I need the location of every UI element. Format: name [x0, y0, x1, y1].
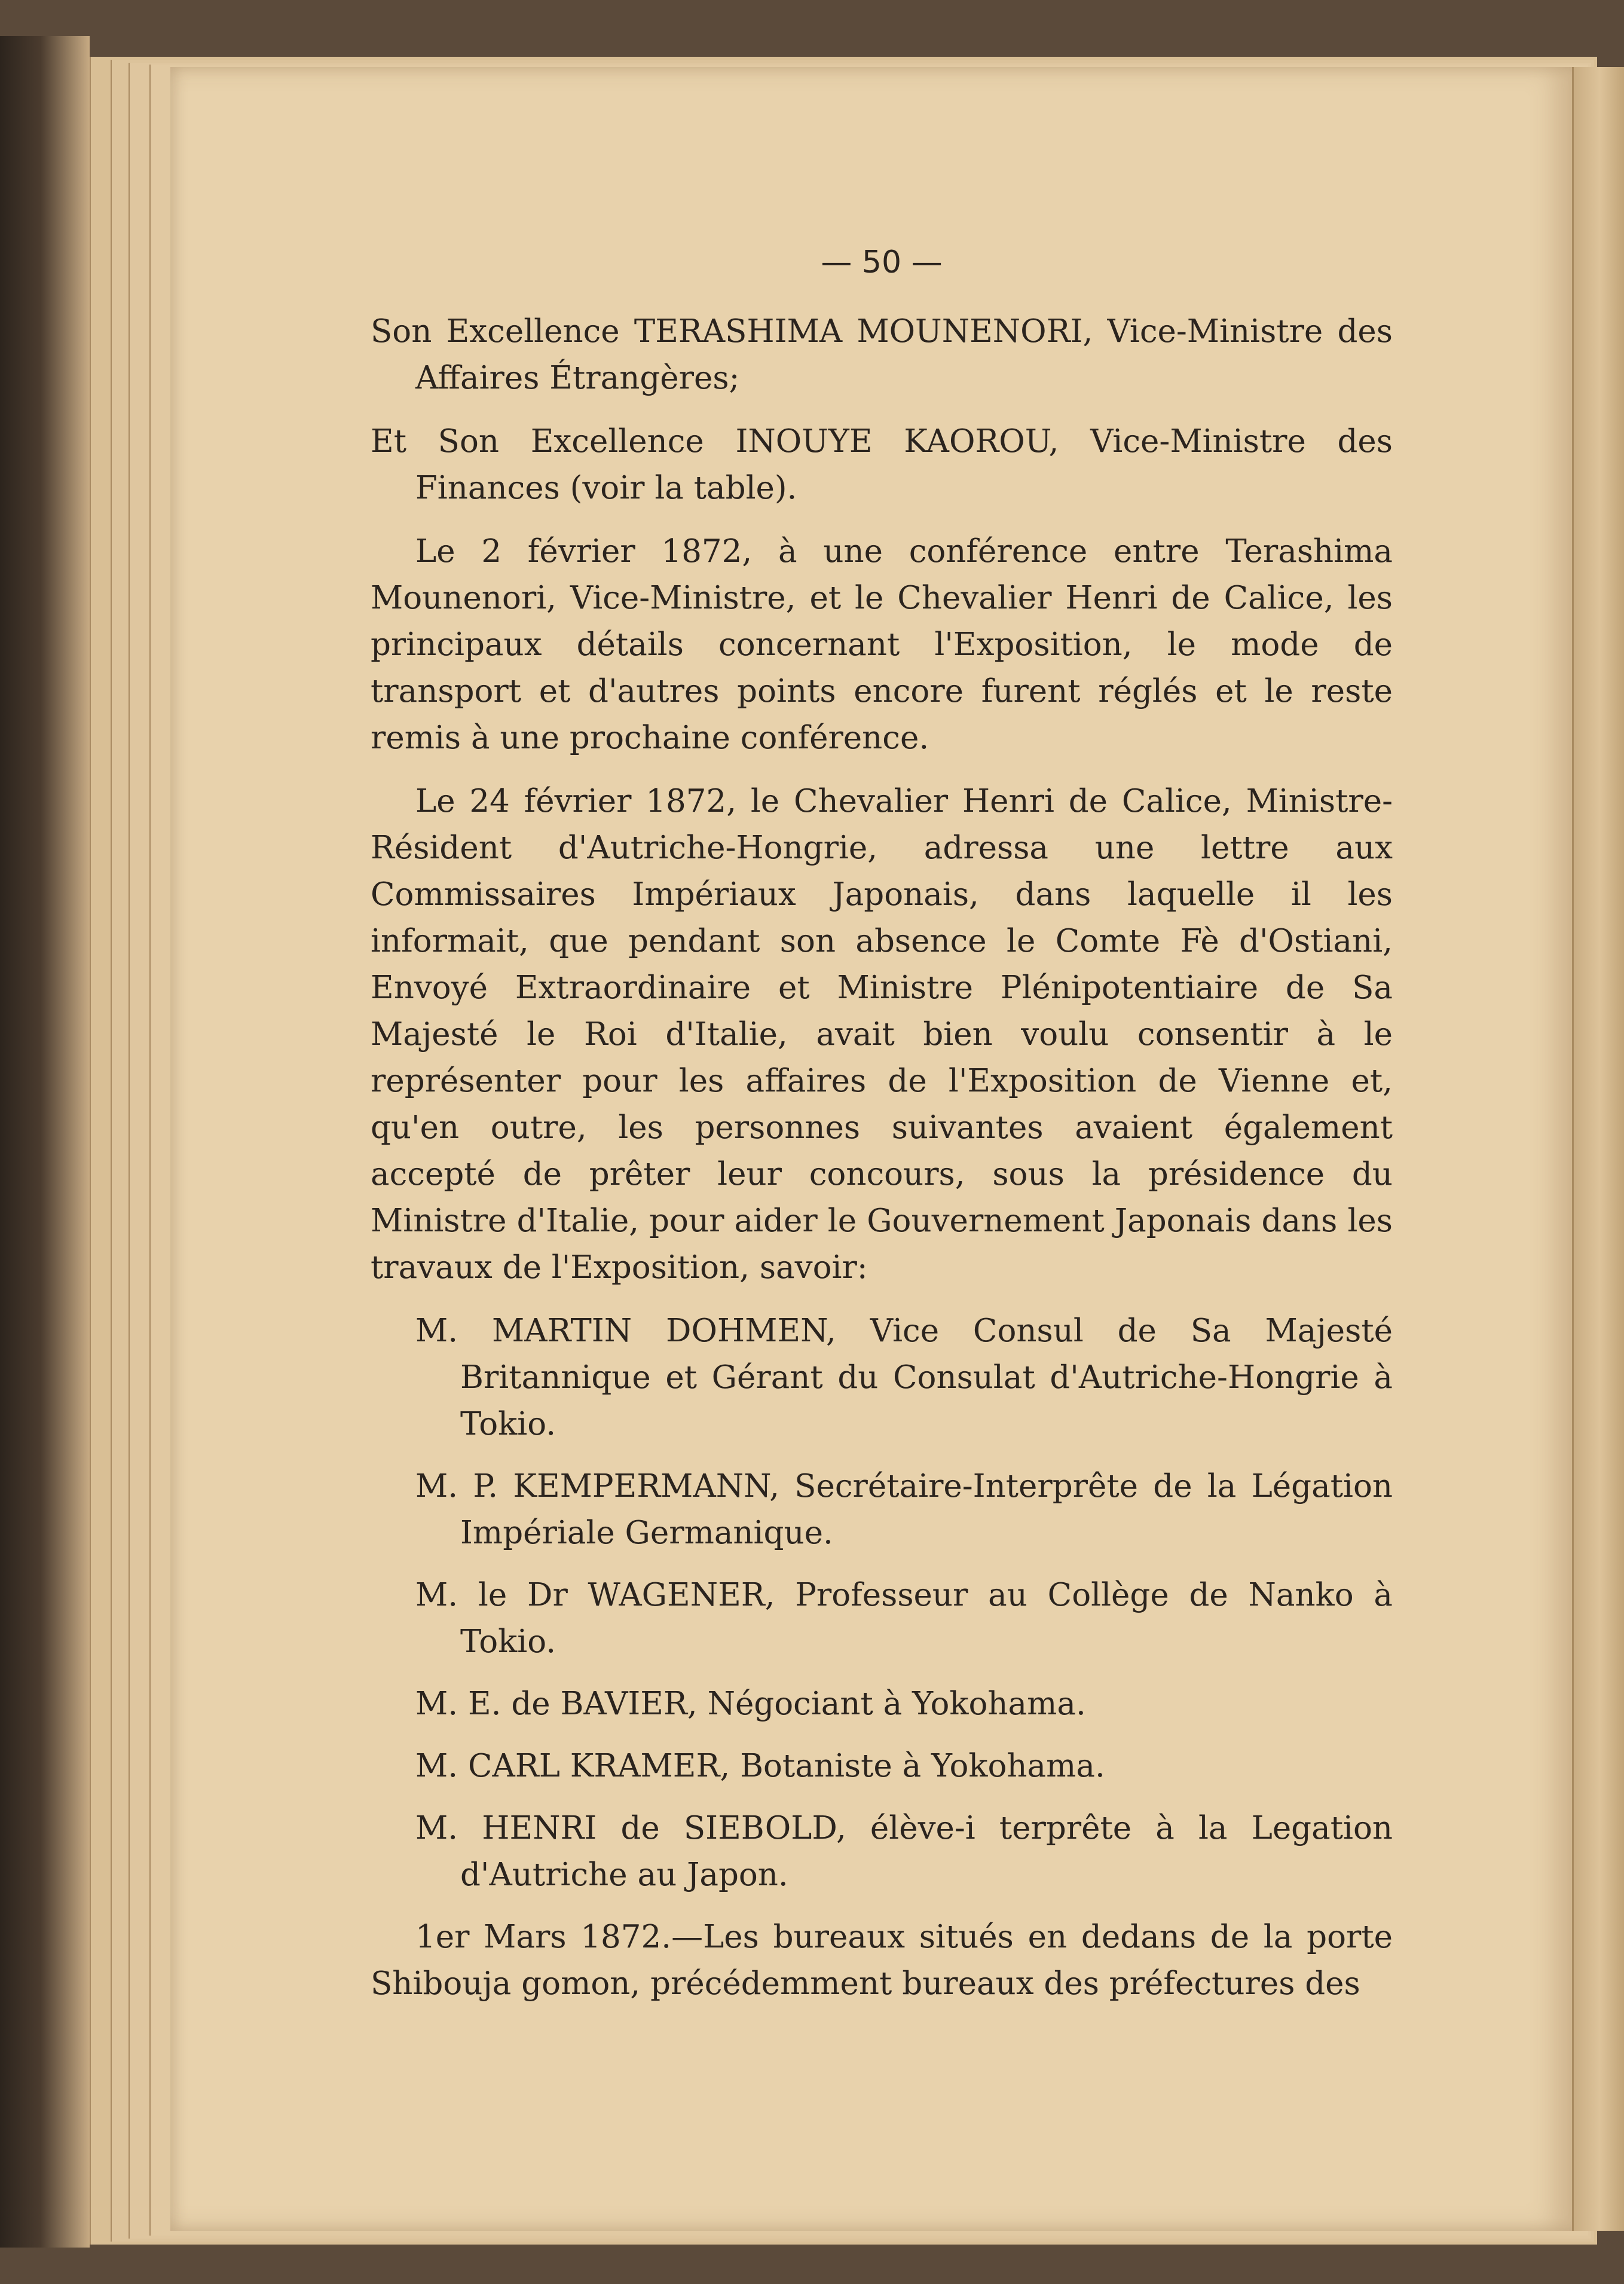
- page-text: [371, 239, 1393, 2024]
- person-entry: M. CARL KRAMER, Botaniste à Yokohama.: [415, 1748, 1105, 1784]
- paragraph: Le 2 février 1872, à une conférence entre Terashima Mounenori, Vice-Ministre, et le Chevalier Henri de Calice, les principaux détails concernant l'Exposition, le mode de transport et d'autres points encore furent réglés et le reste remis à une prochaine conférence.: [371, 533, 1393, 756]
- official-entry: Et Son Excellence INOUYE KAOROU, Vice-Ministre des Finances (voir la table).: [371, 423, 1393, 506]
- person-entry: M. MARTIN DOHMEN, Vice Consul de Sa Majesté Britannique et Gérant du Consulat d'Autriche-Hongrie à Tokio.: [415, 1313, 1393, 1442]
- paragraph: 1er Mars 1872.—Les bureaux situés en dedans de la porte Shibouja gomon, précédemment bureaux des préfectures des: [371, 1919, 1393, 2002]
- person-entry: M. E. de BAVIER, Négociant à Yokohama.: [415, 1686, 1086, 1722]
- book-spine: [0, 36, 90, 2248]
- person-entry: M. HENRI de SIEBOLD, élève-i terprête à la Legation d'Autriche au Japon.: [415, 1810, 1393, 1893]
- opposite-page-edge: [1572, 67, 1624, 2231]
- person-entry: M. le Dr WAGENER, Professeur au Collège de Nanko à Tokio.: [415, 1577, 1393, 1660]
- paragraph: Le 24 février 1872, le Chevalier Henri de Calice, Ministre-Résident d'Autriche-Hongrie, adressa une lettre aux Commissaires Impériaux Japonais, dans laquelle il les informait, que pendant son absence le Comte Fè d'Ostiani, Envoyé Extraordinaire et Ministre Plénipotentiaire de Sa Majesté le Roi d'Italie, avait bien voulu consentir à le représenter pour les affaires de l'Exposition de Vienne et, qu'en outre, les personnes suivantes avaient également accepté de prêter leur concours, sous la présidence du Ministre d'Italie, pour aider le Gouvernement Japonais dans les travaux de l'Exposition, savoir:: [371, 783, 1393, 1286]
- page-number: — 50 —: [821, 244, 943, 280]
- person-entry: M. P. KEMPERMANN, Secrétaire-Interprête de la Légation Impériale Germanique.: [415, 1468, 1393, 1551]
- official-entry: Son Excellence TERASHIMA MOUNENORI, Vice-Ministre des Affaires Étrangères;: [371, 313, 1393, 396]
